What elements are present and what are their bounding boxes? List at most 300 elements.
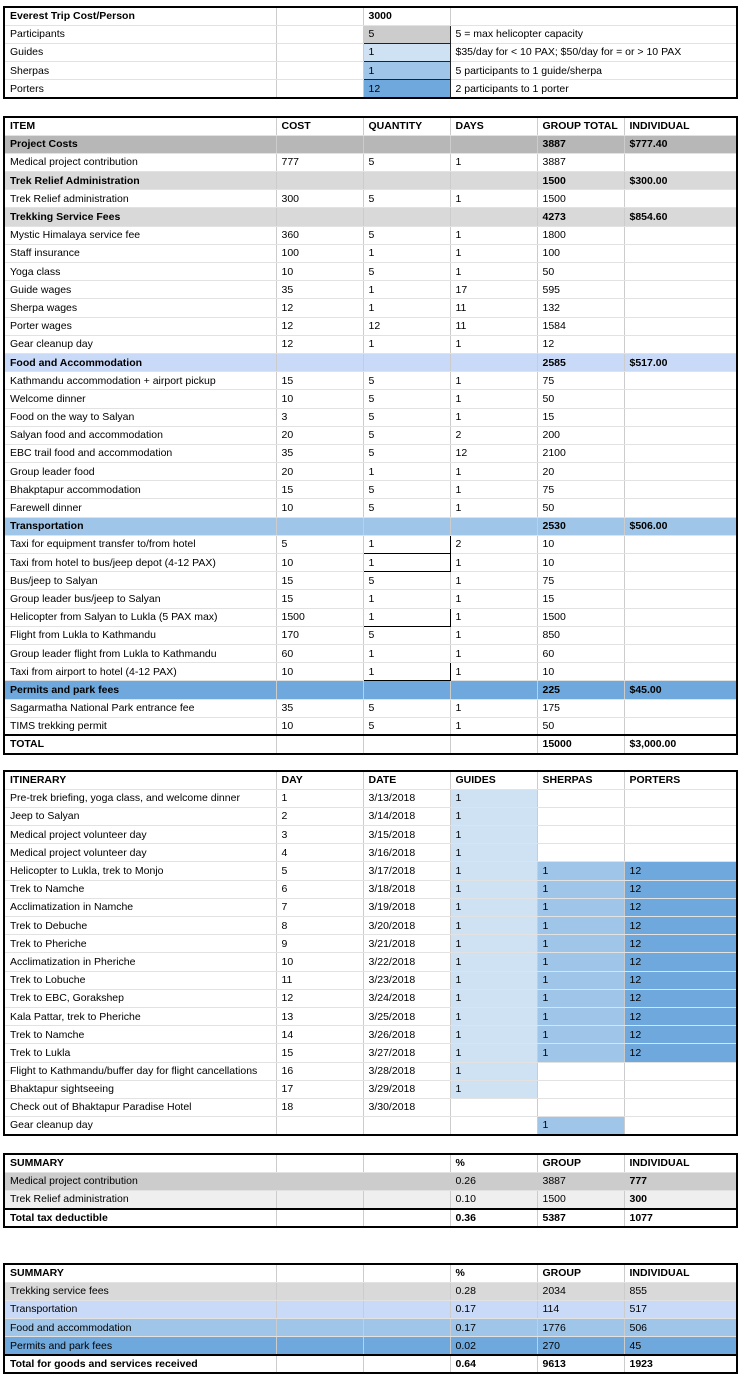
cell[interactable] <box>624 372 737 390</box>
itinerary-date[interactable]: 3/19/2018 <box>363 898 450 916</box>
summary-group[interactable]: 2034 <box>537 1282 624 1300</box>
itinerary-day[interactable] <box>276 1117 363 1135</box>
total-group[interactable]: 15000 <box>537 735 624 753</box>
itinerary-sherpas[interactable]: 1 <box>537 989 624 1007</box>
itinerary-sherpas[interactable] <box>537 826 624 844</box>
item-cost[interactable]: 12 <box>276 299 363 317</box>
itinerary-date[interactable]: 3/14/2018 <box>363 807 450 825</box>
itinerary-day[interactable]: 8 <box>276 917 363 935</box>
summary-total-individual[interactable]: 1923 <box>624 1355 737 1373</box>
itinerary-date[interactable]: 3/15/2018 <box>363 826 450 844</box>
item-total[interactable]: 1500 <box>537 190 624 208</box>
summary-individual[interactable]: 300 <box>624 1190 737 1208</box>
summary-percent[interactable]: 0.28 <box>450 1282 537 1300</box>
column-header[interactable]: GROUP TOTAL <box>537 117 624 135</box>
itinerary-sherpas[interactable]: 1 <box>537 862 624 880</box>
cell[interactable] <box>276 135 363 153</box>
cell[interactable] <box>363 1282 450 1300</box>
itinerary-day[interactable]: 1 <box>276 789 363 807</box>
itinerary-activity[interactable]: Trek to Namche <box>4 1026 276 1044</box>
summary-individual[interactable]: 855 <box>624 1282 737 1300</box>
item-cost[interactable]: 15 <box>276 590 363 608</box>
itinerary-sherpas[interactable] <box>537 1080 624 1098</box>
item-total[interactable]: 60 <box>537 644 624 662</box>
summary-total-label[interactable]: Total tax deductible <box>4 1209 276 1227</box>
itinerary-porters[interactable] <box>624 1080 737 1098</box>
itinerary-activity[interactable]: Trek to EBC, Gorakshep <box>4 989 276 1007</box>
summary-percent[interactable]: 0.17 <box>450 1300 537 1318</box>
summary-percent[interactable]: 0.17 <box>450 1319 537 1337</box>
itinerary-porters[interactable]: 12 <box>624 880 737 898</box>
column-header[interactable]: INDIVIDUAL <box>624 1154 737 1172</box>
cell[interactable] <box>624 663 737 681</box>
item-name[interactable]: Yoga class <box>4 263 276 281</box>
item-name[interactable]: TIMS trekking permit <box>4 717 276 735</box>
cell[interactable] <box>276 353 363 371</box>
itinerary-date[interactable]: 3/25/2018 <box>363 1007 450 1025</box>
param-value-participants[interactable]: 5 <box>363 25 450 43</box>
item-cost[interactable]: 35 <box>276 444 363 462</box>
cell[interactable] <box>624 554 737 572</box>
item-name[interactable]: Farewell dinner <box>4 499 276 517</box>
itinerary-date[interactable]: 3/16/2018 <box>363 844 450 862</box>
item-cost[interactable]: 10 <box>276 499 363 517</box>
itinerary-activity[interactable]: Medical project volunteer day <box>4 826 276 844</box>
itinerary-guides[interactable]: 1 <box>450 789 537 807</box>
section-group-total[interactable]: 2585 <box>537 353 624 371</box>
cell[interactable] <box>276 681 363 699</box>
item-total[interactable]: 1800 <box>537 226 624 244</box>
item-quantity[interactable]: 1 <box>363 281 450 299</box>
itinerary-guides[interactable]: 1 <box>450 898 537 916</box>
item-total[interactable]: 15 <box>537 590 624 608</box>
cell[interactable] <box>363 172 450 190</box>
itinerary-day[interactable]: 16 <box>276 1062 363 1080</box>
item-name[interactable]: Guide wages <box>4 281 276 299</box>
itinerary-activity[interactable]: Check out of Bhaktapur Paradise Hotel <box>4 1098 276 1116</box>
section-name[interactable]: Trek Relief Administration <box>4 172 276 190</box>
item-name[interactable]: Porter wages <box>4 317 276 335</box>
column-header[interactable]: DATE <box>363 771 450 789</box>
itinerary-guides[interactable]: 1 <box>450 1007 537 1025</box>
cell[interactable] <box>276 735 363 753</box>
itinerary-porters[interactable] <box>624 826 737 844</box>
itinerary-guides[interactable]: 1 <box>450 862 537 880</box>
column-header[interactable]: GROUP <box>537 1154 624 1172</box>
summary-group[interactable]: 270 <box>537 1337 624 1355</box>
item-days[interactable]: 1 <box>450 190 537 208</box>
section-group-total[interactable]: 1500 <box>537 172 624 190</box>
cell[interactable] <box>624 499 737 517</box>
item-total[interactable]: 175 <box>537 699 624 717</box>
itinerary-sherpas[interactable]: 1 <box>537 953 624 971</box>
itinerary-activity[interactable]: Trek to Lukla <box>4 1044 276 1062</box>
itinerary-activity[interactable]: Pre-trek briefing, yoga class, and welcome dinner <box>4 789 276 807</box>
item-total[interactable]: 595 <box>537 281 624 299</box>
summary-total-percent[interactable]: 0.36 <box>450 1209 537 1227</box>
cell[interactable] <box>450 135 537 153</box>
item-cost[interactable]: 35 <box>276 699 363 717</box>
itinerary-day[interactable]: 7 <box>276 898 363 916</box>
item-days[interactable]: 1 <box>450 644 537 662</box>
itinerary-sherpas[interactable] <box>537 1098 624 1116</box>
cell[interactable] <box>624 644 737 662</box>
section-name[interactable]: Food and Accommodation <box>4 353 276 371</box>
item-total[interactable]: 20 <box>537 463 624 481</box>
item-days[interactable]: 1 <box>450 499 537 517</box>
item-days[interactable]: 2 <box>450 426 537 444</box>
item-cost[interactable]: 10 <box>276 390 363 408</box>
itinerary-guides[interactable]: 1 <box>450 1080 537 1098</box>
item-name[interactable]: Mystic Himalaya service fee <box>4 226 276 244</box>
summary-group[interactable]: 114 <box>537 1300 624 1318</box>
itinerary-guides[interactable]: 1 <box>450 1044 537 1062</box>
itinerary-date[interactable]: 3/30/2018 <box>363 1098 450 1116</box>
itinerary-activity[interactable]: Medical project volunteer day <box>4 844 276 862</box>
item-days[interactable]: 12 <box>450 444 537 462</box>
itinerary-guides[interactable]: 1 <box>450 989 537 1007</box>
item-quantity[interactable]: 1 <box>363 244 450 262</box>
item-quantity[interactable]: 5 <box>363 444 450 462</box>
itinerary-guides[interactable]: 1 <box>450 807 537 825</box>
item-total[interactable]: 50 <box>537 499 624 517</box>
cell[interactable] <box>363 1300 450 1318</box>
itinerary-guides[interactable] <box>450 1117 537 1135</box>
item-days[interactable]: 1 <box>450 572 537 590</box>
cell[interactable] <box>624 608 737 626</box>
item-total[interactable]: 200 <box>537 426 624 444</box>
cell[interactable] <box>624 244 737 262</box>
item-name[interactable]: Salyan food and accommodation <box>4 426 276 444</box>
itinerary-sherpas[interactable]: 1 <box>537 971 624 989</box>
itinerary-day[interactable]: 10 <box>276 953 363 971</box>
summary-total-percent[interactable]: 0.64 <box>450 1355 537 1373</box>
item-days[interactable]: 1 <box>450 372 537 390</box>
itinerary-guides[interactable]: 1 <box>450 1026 537 1044</box>
itinerary-day[interactable]: 4 <box>276 844 363 862</box>
column-header[interactable]: QUANTITY <box>363 117 450 135</box>
column-header[interactable]: DAY <box>276 771 363 789</box>
item-cost[interactable]: 5 <box>276 535 363 553</box>
cell[interactable] <box>450 208 537 226</box>
item-total[interactable]: 75 <box>537 572 624 590</box>
item-name[interactable]: Group leader bus/jeep to Salyan <box>4 590 276 608</box>
itinerary-sherpas[interactable]: 1 <box>537 1007 624 1025</box>
item-name[interactable]: Sagarmatha National Park entrance fee <box>4 699 276 717</box>
item-total[interactable]: 50 <box>537 717 624 735</box>
itinerary-activity[interactable]: Acclimatization in Namche <box>4 898 276 916</box>
itinerary-activity[interactable]: Trek to Lobuche <box>4 971 276 989</box>
item-days[interactable]: 11 <box>450 317 537 335</box>
cell[interactable] <box>276 1154 363 1172</box>
cell[interactable] <box>363 735 450 753</box>
itinerary-day[interactable]: 2 <box>276 807 363 825</box>
summary-total-group[interactable]: 9613 <box>537 1355 624 1373</box>
summary-label[interactable]: Trekking service fees <box>4 1282 276 1300</box>
section-individual[interactable]: $45.00 <box>624 681 737 699</box>
item-days[interactable]: 1 <box>450 408 537 426</box>
item-name[interactable]: Group leader food <box>4 463 276 481</box>
section-individual[interactable]: $517.00 <box>624 353 737 371</box>
itinerary-porters[interactable]: 12 <box>624 862 737 880</box>
cell[interactable] <box>363 517 450 535</box>
column-header[interactable]: GROUP <box>537 1264 624 1282</box>
itinerary-activity[interactable]: Bhaktapur sightseeing <box>4 1080 276 1098</box>
trip-cost-value[interactable]: 3000 <box>363 7 450 25</box>
itinerary-activity[interactable]: Trek to Namche <box>4 880 276 898</box>
item-total[interactable]: 12 <box>537 335 624 353</box>
item-total[interactable]: 10 <box>537 535 624 553</box>
item-quantity[interactable]: 12 <box>363 317 450 335</box>
itinerary-day[interactable]: 18 <box>276 1098 363 1116</box>
item-cost[interactable]: 10 <box>276 663 363 681</box>
itinerary-porters[interactable]: 12 <box>624 1044 737 1062</box>
itinerary-porters[interactable]: 12 <box>624 1007 737 1025</box>
item-total[interactable]: 10 <box>537 663 624 681</box>
item-cost[interactable]: 100 <box>276 244 363 262</box>
itinerary-guides[interactable]: 1 <box>450 826 537 844</box>
section-individual[interactable]: $854.60 <box>624 208 737 226</box>
itinerary-sherpas[interactable] <box>537 807 624 825</box>
section-name[interactable]: Trekking Service Fees <box>4 208 276 226</box>
cell[interactable] <box>363 1319 450 1337</box>
summary-individual[interactable]: 777 <box>624 1172 737 1190</box>
cell[interactable] <box>363 1190 450 1208</box>
item-quantity[interactable]: 1 <box>363 663 450 681</box>
summary-total-label[interactable]: Total for goods and services received <box>4 1355 276 1373</box>
section-individual[interactable]: $300.00 <box>624 172 737 190</box>
itinerary-guides[interactable]: 1 <box>450 971 537 989</box>
itinerary-guides[interactable]: 1 <box>450 844 537 862</box>
itinerary-date[interactable]: 3/22/2018 <box>363 953 450 971</box>
itinerary-porters[interactable]: 12 <box>624 989 737 1007</box>
itinerary-day[interactable]: 9 <box>276 935 363 953</box>
item-total[interactable]: 850 <box>537 626 624 644</box>
item-quantity[interactable]: 1 <box>363 463 450 481</box>
item-days[interactable]: 1 <box>450 390 537 408</box>
cell[interactable] <box>363 1355 450 1373</box>
itinerary-porters[interactable] <box>624 844 737 862</box>
itinerary-porters[interactable]: 12 <box>624 898 737 916</box>
column-header[interactable]: ITEM <box>4 117 276 135</box>
itinerary-activity[interactable]: Helicopter to Lukla, trek to Monjo <box>4 862 276 880</box>
column-header[interactable]: INDIVIDUAL <box>624 117 737 135</box>
cell[interactable] <box>276 517 363 535</box>
itinerary-date[interactable] <box>363 1117 450 1135</box>
cell[interactable] <box>363 1154 450 1172</box>
itinerary-date[interactable]: 3/18/2018 <box>363 880 450 898</box>
item-total[interactable]: 1584 <box>537 317 624 335</box>
item-cost[interactable]: 20 <box>276 426 363 444</box>
summary-individual[interactable]: 517 <box>624 1300 737 1318</box>
item-quantity[interactable]: 1 <box>363 644 450 662</box>
itinerary-date[interactable]: 3/28/2018 <box>363 1062 450 1080</box>
item-days[interactable]: 2 <box>450 535 537 553</box>
itinerary-day[interactable]: 3 <box>276 826 363 844</box>
item-total[interactable]: 100 <box>537 244 624 262</box>
cell[interactable] <box>624 626 737 644</box>
column-header[interactable]: % <box>450 1154 537 1172</box>
item-name[interactable]: Bhakptapur accommodation <box>4 481 276 499</box>
cell[interactable] <box>450 681 537 699</box>
item-days[interactable]: 17 <box>450 281 537 299</box>
cell[interactable] <box>276 1282 363 1300</box>
cell[interactable] <box>450 353 537 371</box>
summary-total-group[interactable]: 5387 <box>537 1209 624 1227</box>
cell[interactable] <box>363 1209 450 1227</box>
section-group-total[interactable]: 2530 <box>537 517 624 535</box>
item-name[interactable]: Sherpa wages <box>4 299 276 317</box>
itinerary-guides[interactable]: 1 <box>450 880 537 898</box>
itinerary-day[interactable]: 13 <box>276 1007 363 1025</box>
cell[interactable] <box>624 226 737 244</box>
itinerary-porters[interactable]: 12 <box>624 953 737 971</box>
item-total[interactable]: 132 <box>537 299 624 317</box>
itinerary-activity[interactable]: Trek to Debuche <box>4 917 276 935</box>
item-name[interactable]: Food on the way to Salyan <box>4 408 276 426</box>
item-total[interactable]: 75 <box>537 481 624 499</box>
summary-label[interactable]: Transportation <box>4 1300 276 1318</box>
summary-group[interactable]: 1776 <box>537 1319 624 1337</box>
item-cost[interactable]: 10 <box>276 717 363 735</box>
summary-total-individual[interactable]: 1077 <box>624 1209 737 1227</box>
item-name[interactable]: Welcome dinner <box>4 390 276 408</box>
column-header[interactable]: SUMMARY <box>4 1154 276 1172</box>
item-days[interactable]: 1 <box>450 244 537 262</box>
item-name[interactable]: Staff insurance <box>4 244 276 262</box>
itinerary-activity[interactable]: Jeep to Salyan <box>4 807 276 825</box>
item-days[interactable]: 1 <box>450 699 537 717</box>
cell[interactable] <box>624 390 737 408</box>
cell[interactable] <box>363 353 450 371</box>
itinerary-day[interactable]: 12 <box>276 989 363 1007</box>
itinerary-sherpas[interactable] <box>537 1062 624 1080</box>
cell[interactable] <box>624 590 737 608</box>
item-cost[interactable]: 10 <box>276 263 363 281</box>
itinerary-guides[interactable] <box>450 1098 537 1116</box>
section-individual[interactable]: $506.00 <box>624 517 737 535</box>
itinerary-date[interactable]: 3/20/2018 <box>363 917 450 935</box>
item-name[interactable]: Helicopter from Salyan to Lukla (5 PAX max) <box>4 608 276 626</box>
column-header[interactable]: PORTERS <box>624 771 737 789</box>
total-individual[interactable]: $3,000.00 <box>624 735 737 753</box>
cell[interactable] <box>624 408 737 426</box>
itinerary-date[interactable]: 3/24/2018 <box>363 989 450 1007</box>
item-quantity[interactable]: 5 <box>363 717 450 735</box>
item-cost[interactable]: 20 <box>276 463 363 481</box>
cell[interactable] <box>624 317 737 335</box>
column-header[interactable]: % <box>450 1264 537 1282</box>
item-quantity[interactable]: 1 <box>363 299 450 317</box>
item-cost[interactable]: 12 <box>276 335 363 353</box>
item-name[interactable]: Taxi from airport to hotel (4-12 PAX) <box>4 663 276 681</box>
summary-label[interactable]: Permits and park fees <box>4 1337 276 1355</box>
item-name[interactable]: Kathmandu accommodation + airport pickup <box>4 372 276 390</box>
item-total[interactable]: 15 <box>537 408 624 426</box>
column-header[interactable]: DAYS <box>450 117 537 135</box>
item-quantity[interactable]: 1 <box>363 335 450 353</box>
item-name[interactable]: Trek Relief administration <box>4 190 276 208</box>
itinerary-sherpas[interactable]: 1 <box>537 898 624 916</box>
summary-group[interactable]: 1500 <box>537 1190 624 1208</box>
itinerary-day[interactable]: 11 <box>276 971 363 989</box>
itinerary-sherpas[interactable]: 1 <box>537 1044 624 1062</box>
cell[interactable] <box>624 263 737 281</box>
itinerary-activity[interactable]: Kala Pattar, trek to Pheriche <box>4 1007 276 1025</box>
itinerary-activity[interactable]: Gear cleanup day <box>4 1117 276 1135</box>
item-cost[interactable]: 10 <box>276 554 363 572</box>
summary-label[interactable]: Trek Relief administration <box>4 1190 276 1208</box>
item-cost[interactable]: 360 <box>276 226 363 244</box>
item-days[interactable]: 1 <box>450 554 537 572</box>
itinerary-sherpas[interactable]: 1 <box>537 1026 624 1044</box>
itinerary-sherpas[interactable]: 1 <box>537 1117 624 1135</box>
item-quantity[interactable]: 5 <box>363 626 450 644</box>
item-name[interactable]: Bus/jeep to Salyan <box>4 572 276 590</box>
total-label[interactable]: TOTAL <box>4 735 276 753</box>
item-quantity[interactable]: 5 <box>363 408 450 426</box>
section-group-total[interactable]: 225 <box>537 681 624 699</box>
param-value-guides[interactable]: 1 <box>363 43 450 61</box>
section-name[interactable]: Transportation <box>4 517 276 535</box>
itinerary-guides[interactable]: 1 <box>450 935 537 953</box>
param-value-sherpas[interactable]: 1 <box>363 62 450 80</box>
item-quantity[interactable]: 5 <box>363 153 450 171</box>
item-quantity[interactable]: 1 <box>363 590 450 608</box>
item-name[interactable]: Group leader flight from Lukla to Kathmandu <box>4 644 276 662</box>
itinerary-sherpas[interactable] <box>537 844 624 862</box>
itinerary-porters[interactable]: 12 <box>624 971 737 989</box>
itinerary-porters[interactable]: 12 <box>624 917 737 935</box>
itinerary-date[interactable]: 3/13/2018 <box>363 789 450 807</box>
itinerary-date[interactable]: 3/21/2018 <box>363 935 450 953</box>
itinerary-porters[interactable] <box>624 1117 737 1135</box>
itinerary-day[interactable]: 17 <box>276 1080 363 1098</box>
column-header[interactable]: GUIDES <box>450 771 537 789</box>
cell[interactable] <box>624 535 737 553</box>
item-quantity[interactable]: 5 <box>363 572 450 590</box>
cell[interactable] <box>276 1190 363 1208</box>
cell[interactable] <box>624 444 737 462</box>
cell[interactable] <box>624 481 737 499</box>
item-days[interactable]: 1 <box>450 626 537 644</box>
cell[interactable] <box>624 426 737 444</box>
item-cost[interactable]: 15 <box>276 481 363 499</box>
item-days[interactable]: 1 <box>450 608 537 626</box>
summary-percent[interactable]: 0.26 <box>450 1172 537 1190</box>
column-header[interactable]: INDIVIDUAL <box>624 1264 737 1282</box>
summary-individual[interactable]: 506 <box>624 1319 737 1337</box>
cell[interactable] <box>450 735 537 753</box>
item-name[interactable]: EBC trail food and accommodation <box>4 444 276 462</box>
item-total[interactable]: 3887 <box>537 153 624 171</box>
item-days[interactable]: 1 <box>450 717 537 735</box>
itinerary-activity[interactable]: Acclimatization in Pheriche <box>4 953 276 971</box>
cell[interactable] <box>276 208 363 226</box>
item-total[interactable]: 75 <box>537 372 624 390</box>
item-quantity[interactable]: 5 <box>363 499 450 517</box>
summary-label[interactable]: Food and accommodation <box>4 1319 276 1337</box>
itinerary-date[interactable]: 3/23/2018 <box>363 971 450 989</box>
itinerary-sherpas[interactable]: 1 <box>537 917 624 935</box>
itinerary-activity[interactable]: Trek to Pheriche <box>4 935 276 953</box>
item-total[interactable]: 1500 <box>537 608 624 626</box>
itinerary-date[interactable]: 3/29/2018 <box>363 1080 450 1098</box>
itinerary-date[interactable]: 3/17/2018 <box>363 862 450 880</box>
itinerary-guides[interactable]: 1 <box>450 953 537 971</box>
cell[interactable] <box>624 190 737 208</box>
cell[interactable] <box>624 463 737 481</box>
